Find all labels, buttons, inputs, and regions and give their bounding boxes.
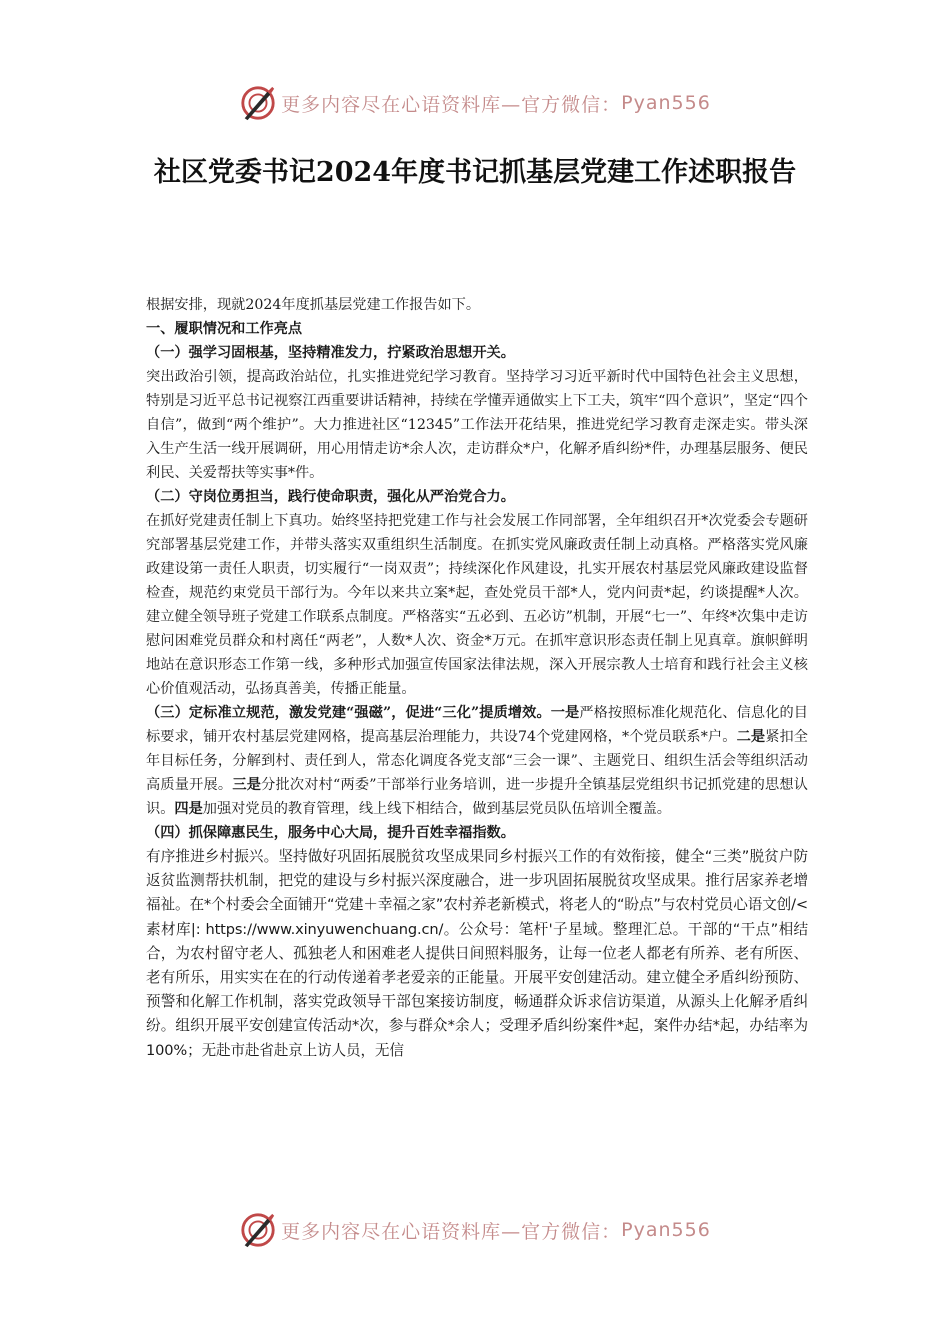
intro-paragraph: 根据安排，现就2024年度抓基层党建工作报告如下。 <box>146 297 481 313</box>
paragraph-4: 有序推进乡村振兴。坚持做好巩固拓展脱贫攻坚成果同乡村振兴工作的有效衔接，健全“三类”脱贫户防返贫监测帮扶机制，把党的建设与乡村振兴深度融合，进一步巩固拓展脱贫攻坚成果。推行居家养老增福祉。在*个村委会全面铺开“党建＋幸福之家”农村养老新模式，将老人的“盼点”与农村党员心语文创/<素材库|: https://www.xinyuwenchuang.cn/。公众号：笔杆'子星域。整理汇总。干部的“干点”相结合，为农村留守老人、孤独老人和困难老人提供日间照料服务，让每一位老人都老有所养、老有所医、老有所乐，用实实在在的行动传递着孝老爱亲的正能量。开展平安创建活动。建立健全矛盾纠纷预防、预警和化解工作机制，落实党政领导干部包案接访制度，畅通群众诉求信访渠道，从源头上化解矛盾纠纷。组织开展平安创建宣传活动*次，参与群众*余人；受理矛盾纠纷案件*起，案件办结*起，办结率为100%；无赴市赴省赴京上访人员，无信 <box>146 848 808 1059</box>
subsection-heading-3: （三）定标准立规范，激发党建“强磁”，促进“三化”提质增效。 <box>146 705 551 721</box>
point-text-1: 严格按照标准化规范化、信息化的目标要求，铺开农村基层党建网格，提高基层治理能力，共设74个党建网格，*个党员联系*户。 <box>146 705 808 745</box>
subsection-heading-1: （一）强学习固根基，坚持精准发力，拧紧政治思想开关。 <box>146 345 515 361</box>
document-body <box>146 293 808 1063</box>
point-label-1: 一是 <box>550 705 580 721</box>
point-label-4: 四是 <box>174 801 203 817</box>
point-label-2: 二是 <box>736 729 766 745</box>
pen-logo-icon <box>239 1211 277 1249</box>
header-banner <box>0 80 950 126</box>
section-heading: 一、履职情况和工作亮点 <box>146 321 303 337</box>
subsection-heading-4: （四）抓保障惠民生，服务中心大局，提升百姓幸福指数。 <box>146 825 515 841</box>
banner-text: 更多内容尽在心语资料库—官方微信： <box>281 93 622 116</box>
document-title: 社区党委书记2024年度书记抓基层党建工作述职报告 <box>153 157 797 188</box>
point-text-3: 分批次对村“两委”干部举行业务培训，进一步提升全镇基层党组织书记抓党建的思想认识。 <box>146 777 808 817</box>
subsection-heading-2: （二）守岗位勇担当，践行使命职责，强化从严治党合力。 <box>146 489 515 505</box>
banner-text: 更多内容尽在心语资料库—官方微信： <box>281 1220 622 1243</box>
banner-wechat-id: Pyan556 <box>621 92 711 114</box>
footer-banner <box>0 1207 950 1253</box>
paragraph-3 <box>146 701 808 821</box>
point-text-4: 加强对党员的教育管理，线上线下相结合，做到基层党员队伍培训全覆盖。 <box>202 801 671 817</box>
paragraph-1: 突出政治引领，提高政治站位，扎实推进党纪学习教育。坚持学习习近平新时代中国特色社会主义思想，特别是习近平总书记视察江西重要讲话精神，持续在学懂弄通做实上下工夫，筑牢“四个意识”，坚定“四个自信”，做到“两个维护”。大力推进社区“12345”工作法开花结果，推进党纪学习教育走深走实。带头深入生产生活一线开展调研，用心用情走访*余人次，走访群众*户，化解矛盾纠纷*件，办理基层服务、便民利民、关爱帮扶等实事*件。 <box>146 369 808 481</box>
pen-logo-icon <box>239 84 277 122</box>
point-text-2: 紧扣全年目标任务，分解到村、责任到人，常态化调度各党支部“三会一课”、主题党日、组织生活会等组织活动高质量开展。 <box>146 729 808 793</box>
point-label-3: 三是 <box>232 777 262 793</box>
paragraph-2: 在抓好党建责任制上下真功。始终坚持把党建工作与社会发展工作同部署，全年组织召开*次党委会专题研究部署基层党建工作，并带头落实双重组织生活制度。在抓实党风廉政责任制上动真格。严格落实党风廉政建设第一责任人职责，切实履行“一岗双责”；持续深化作风建设，扎实开展农村基层党风廉政建设监督检查，规范约束党员干部行为。今年以来共立案*起，查处党员干部*人，党内问责*起，约谈提醒*人次。建立健全领导班子党建工作联系点制度。严格落实“五必到、五必访”机制，开展“七一”、年终*次集中走访慰问困难党员群众和村离任“两老”，人数*人次、资金*万元。在抓牢意识形态责任制上见真章。旗帜鲜明地站在意识形态工作第一线，多种形式加强宣传国家法律法规，深入开展宗教人士培育和践行社会主义核心价值观活动，弘扬真善美，传播正能量。 <box>146 513 808 697</box>
banner-wechat-id: Pyan556 <box>621 1219 711 1241</box>
